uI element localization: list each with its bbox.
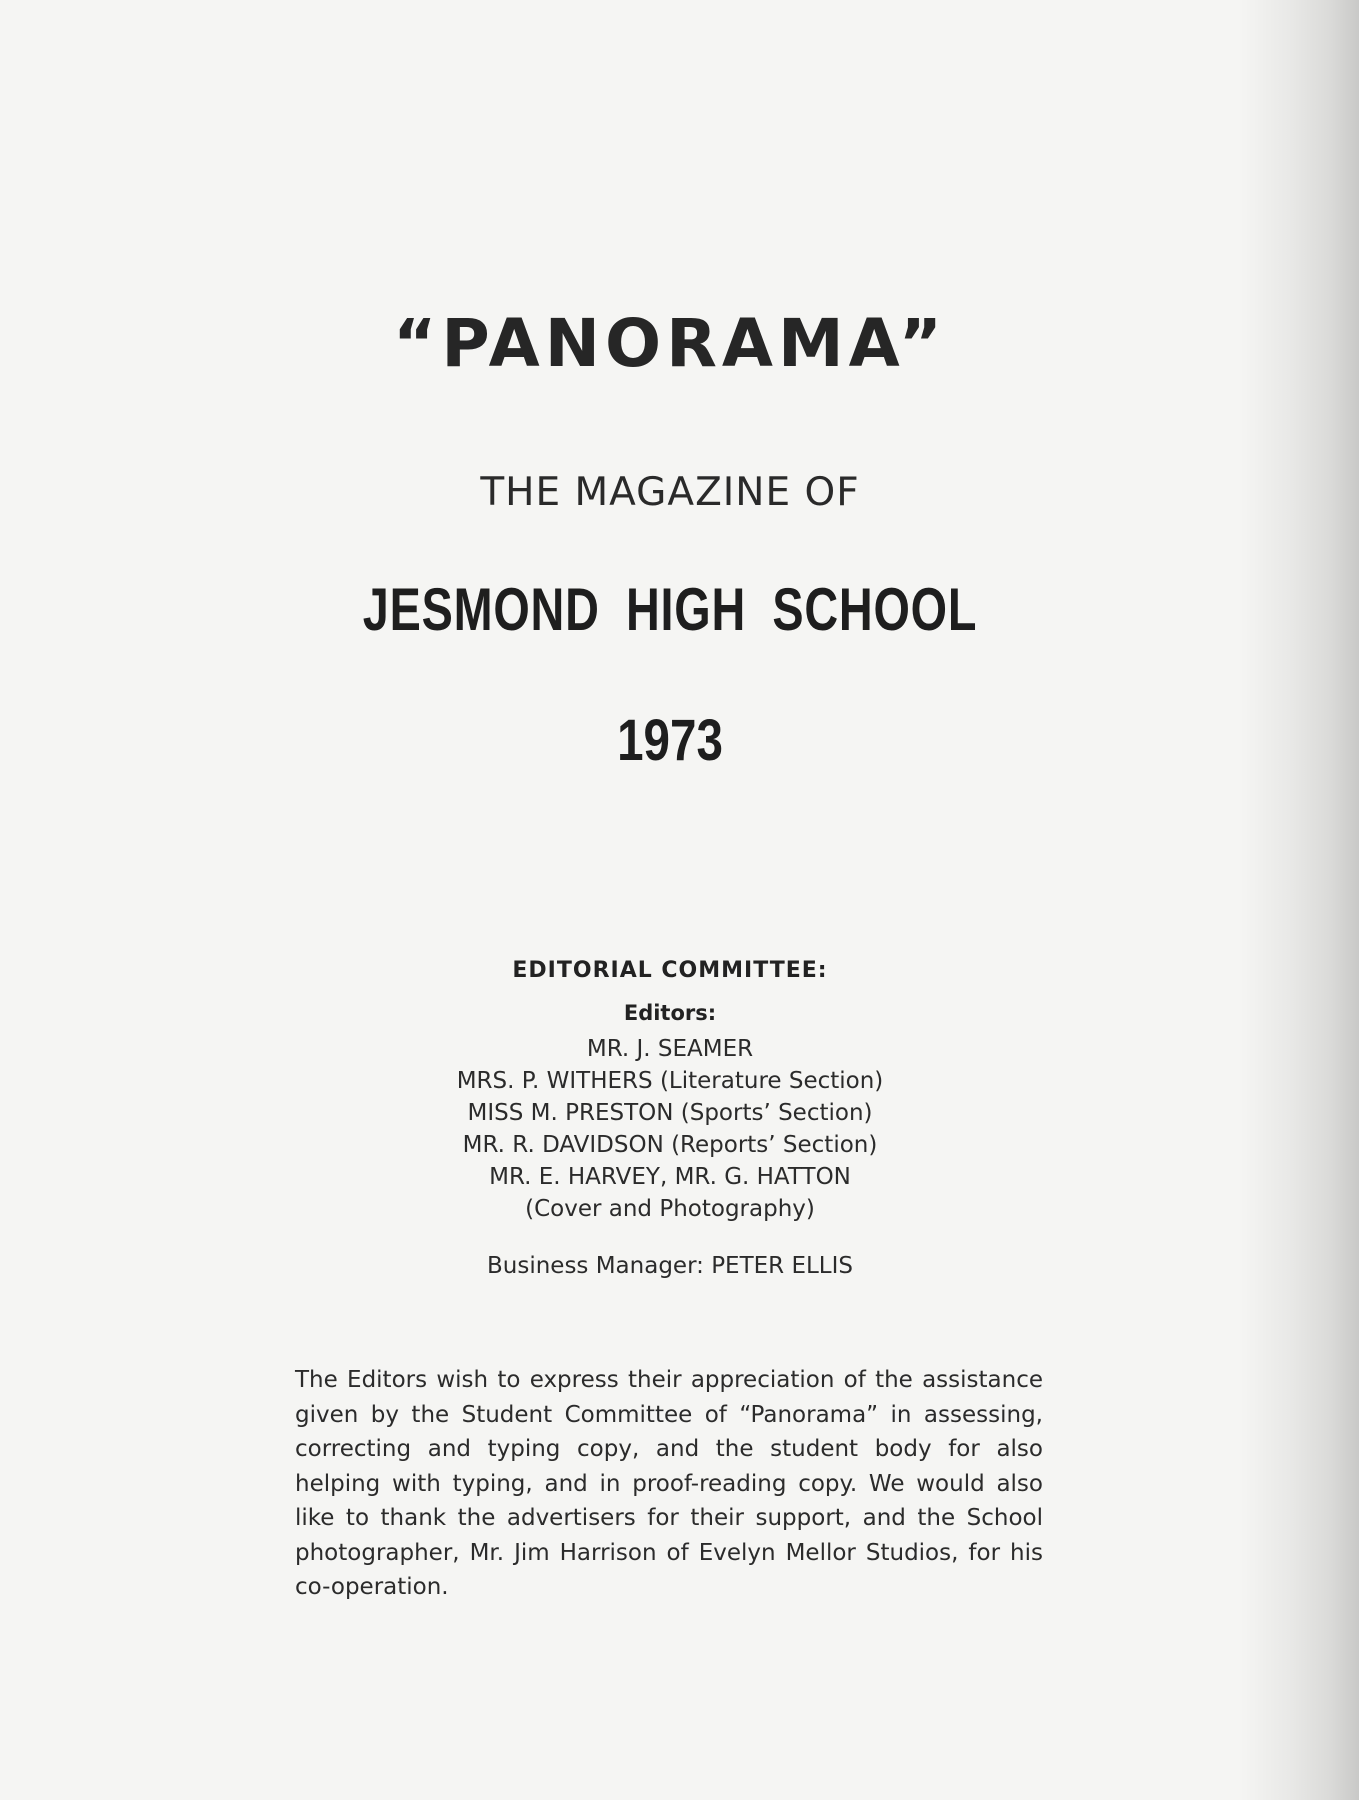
editor-line: MR. J. SEAMER	[586, 1036, 754, 1062]
magazine-subtitle: THE MAGAZINE OF	[480, 470, 860, 515]
editors-list	[0, 1033, 1340, 1225]
school-name: JESMOND HIGH SCHOOL	[362, 576, 978, 643]
acknowledgement-paragraph: The Editors wish to express their appreciation of the assistance given by the Student Committee of “Panorama” in assessing, correcting and typing copy, and the student body for also helping with typing, and in proof-reading copy. We would also like to thank the advertisers for their support, and the School photographer, Mr. Jim Harrison of Evelyn Mellor Studios, for his co-operation.	[295, 1367, 1043, 1600]
business-manager: Business Manager: PETER ELLIS	[486, 1253, 854, 1279]
editor-line: MR. R. DAVIDSON (Reports’ Section)	[462, 1132, 878, 1158]
editor-line: MISS M. PRESTON (Sports’ Section)	[467, 1100, 873, 1126]
editor-line: MR. E. HARVEY, MR. G. HATTON	[489, 1164, 851, 1190]
editorial-committee-heading: EDITORIAL COMMITTEE:	[512, 958, 828, 983]
editor-line: (Cover and Photography)	[525, 1196, 815, 1222]
editors-heading: Editors:	[623, 1001, 717, 1025]
editor-line: MRS. P. WITHERS (Literature Section)	[456, 1068, 884, 1094]
issue-year: 1973	[617, 708, 723, 773]
magazine-title: “PANORAMA”	[392, 305, 948, 382]
